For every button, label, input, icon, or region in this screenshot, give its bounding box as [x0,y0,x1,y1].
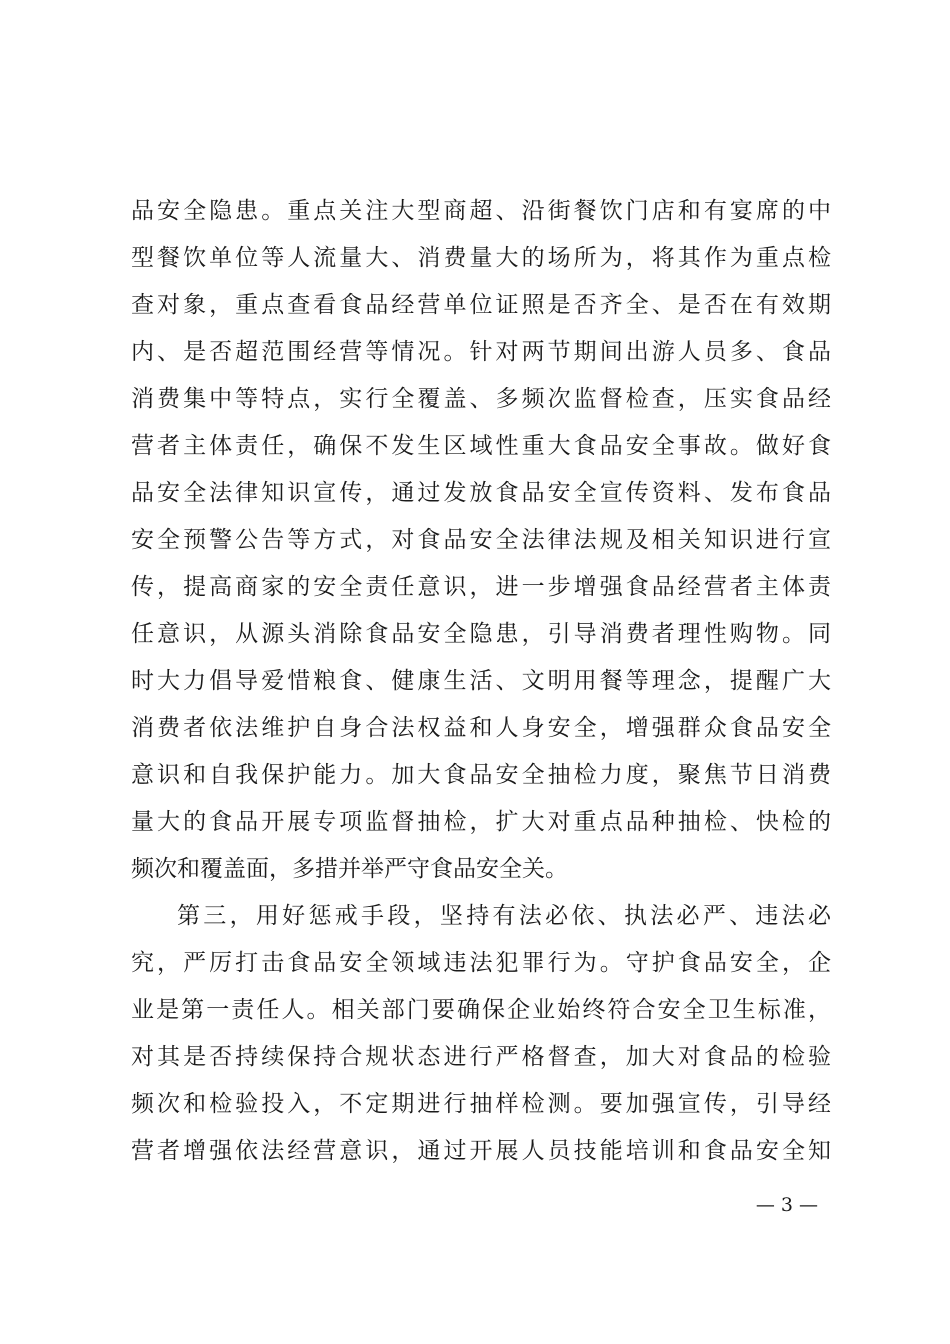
paragraph-line: 品安全法律知识宣传，通过发放食品安全宣传资料、发布食品 [131,480,831,506]
paragraph-line: 消费集中等特点，实行全覆盖、多频次监督检查，压实食品经 [131,386,831,412]
paragraph-line: 第三，用好惩戒手段，坚持有法必依、执法必严、违法必 [177,903,831,929]
page-number: — 3 — [755,1194,818,1216]
paragraph-line: 对其是否持续保持合规状态进行严格督查，加大对食品的检验 [131,1044,831,1070]
paragraph-line: 营者主体责任，确保不发生区域性重大食品安全事故。做好食 [131,433,831,459]
paragraph-line: 品安全隐患。重点关注大型商超、沿街餐饮门店和有宴席的中 [131,198,831,224]
paragraph-line: 消费者依法维护自身合法权益和人身安全，增强群众食品安全 [131,715,831,741]
paragraph-line: 业是第一责任人。相关部门要确保企业始终符合安全卫生标准， [131,997,831,1023]
paragraph-line: 频次和检验投入，不定期进行抽样检测。要加强宣传，引导经 [131,1091,831,1117]
paragraph-line: 量大的食品开展专项监督抽检，扩大对重点品种抽检、快检的 [131,809,831,835]
body-text [131,188,831,1175]
paragraph-line: 意识和自我保护能力。加大食品安全抽检力度，聚焦节日消费 [131,762,831,788]
paragraph-line: 型餐饮单位等人流量大、消费量大的场所为，将其作为重点检 [131,245,831,271]
paragraph-line: 时大力倡导爱惜粮食、健康生活、文明用餐等理念，提醒广大 [131,668,831,694]
paragraph-line: 内、是否超范围经营等情况。针对两节期间出游人员多、食品 [131,339,831,365]
paragraph-line: 究，严厉打击食品安全领域违法犯罪行为。守护食品安全，企 [131,950,831,976]
paragraph-line: 频次和覆盖面，多措并举严守食品安全关。 [131,856,568,882]
paragraph-line: 传，提高商家的安全责任意识，进一步增强食品经营者主体责 [131,574,831,600]
paragraph-line: 营者增强依法经营意识，通过开展人员技能培训和食品安全知 [131,1138,831,1164]
paragraph-line: 查对象，重点查看食品经营单位证照是否齐全、是否在有效期 [131,292,831,318]
paragraph-line: 安全预警公告等方式，对食品安全法律法规及相关知识进行宣 [131,527,831,553]
paragraph-line: 任意识，从源头消除食品安全隐患，引导消费者理性购物。同 [131,621,831,647]
